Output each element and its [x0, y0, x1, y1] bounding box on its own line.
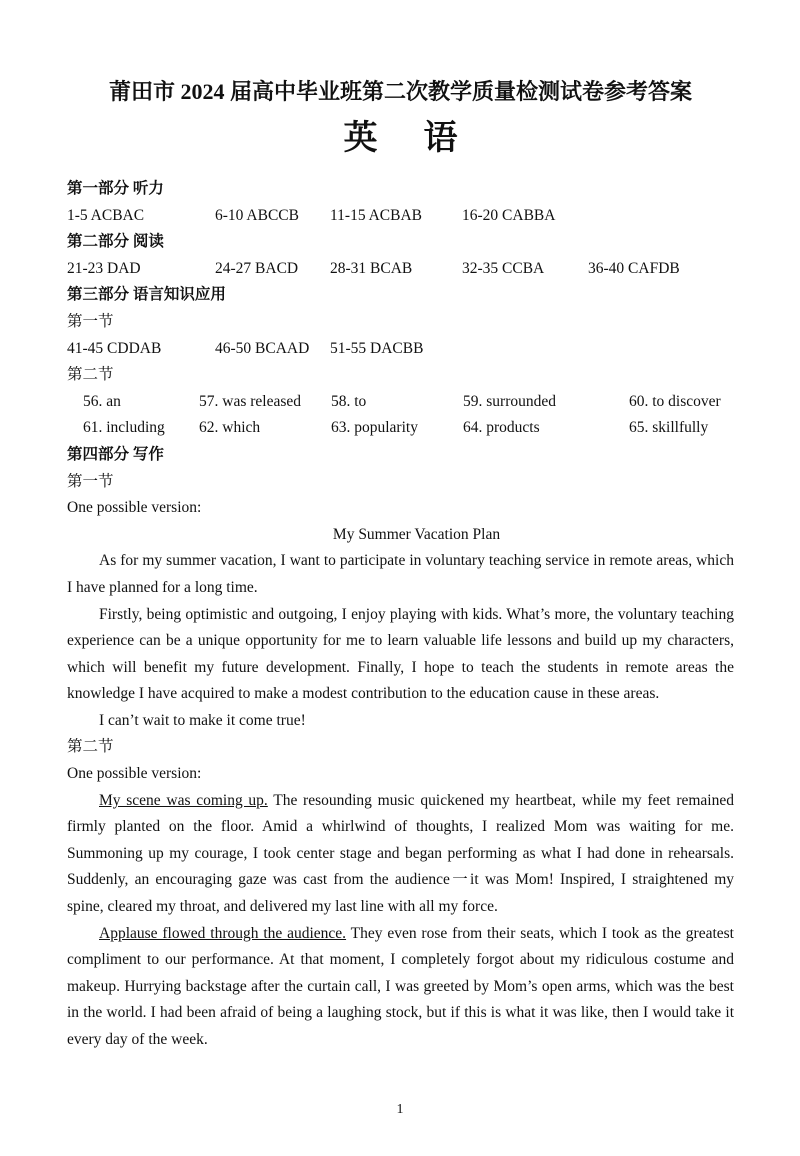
- essay-paragraph: As for my summer vacation, I want to participate in voluntary teaching service in remote areas, which I have planned for a long time.: [67, 552, 734, 596]
- answer-group: 41-45 CDDAB: [67, 339, 162, 357]
- part3-section2-label: 第二节: [67, 366, 114, 384]
- blank-answer: 57. was released: [199, 392, 301, 410]
- answer-group: 28-31 BCAB: [330, 259, 413, 277]
- blank-answers-row-1: [67, 389, 734, 416]
- blank-answer: 63. popularity: [331, 419, 418, 437]
- blank-answer: 61. including: [83, 419, 165, 437]
- answer-group: 51-55 DACBB: [330, 339, 424, 357]
- part1-heading: 第一部分 听力: [67, 180, 164, 197]
- paragraph-body: They even rose from their seats, which I took as the greatest compliment to our performance. At that moment, I completely forgot about my ridiculous costume and makeup. Hurrying backstage after the curtain call, I was greeted by Mom’s open arms, which was the best in the world. I had been afraid of being a laughing stock, but if this is what it was like, then I would take it every day of the week.: [67, 924, 734, 1048]
- part3-section1-label: 第一节: [67, 312, 114, 330]
- blank-answers-row-2: [67, 415, 734, 442]
- answer-group: 46-50 BCAAD: [215, 339, 310, 357]
- continuation-paragraph-2: [67, 921, 734, 1054]
- part4-section2-label: 第二节: [67, 738, 114, 756]
- blank-answer: 59. surrounded: [463, 392, 556, 410]
- part2-answers: [67, 256, 734, 283]
- answer-group: 36-40 CAFDB: [588, 259, 680, 277]
- blank-answer: 65. skillfully: [629, 419, 709, 437]
- part3-section1-answers: [67, 336, 734, 363]
- essay-paragraph: I can’t wait to make it come true!: [99, 711, 306, 729]
- part4-heading: 第四部分 写作: [67, 445, 164, 463]
- blank-answer: 60. to discover: [629, 392, 721, 410]
- underlined-lead-sentence: My scene was coming up.: [99, 791, 268, 809]
- page-number: 1: [396, 1102, 404, 1117]
- blank-answer: 64. products: [463, 419, 540, 437]
- section1-intro: One possible version:: [67, 499, 202, 517]
- section2-intro: One possible version:: [67, 765, 202, 783]
- essay-paragraph: Firstly, being optimistic and outgoing, I enjoy playing with kids. What’s more, the voluntary teaching experience can be a unique opportunity for me to learn valuable life lessons and build up my characters, which will benefit my future development. Finally, I hope to teach the students in remote areas the knowledge I have acquired to make a modest contribution to the education cause in these areas.: [67, 605, 734, 703]
- continuation-paragraph-1: [67, 788, 734, 921]
- underlined-lead-sentence: Applause flowed through the audience.: [99, 924, 347, 942]
- answer-group: 1-5 ACBAC: [67, 206, 145, 224]
- blank-answer: 58. to: [331, 392, 367, 410]
- part1-answers: [67, 203, 734, 230]
- answer-group: 6-10 ABCCB: [215, 206, 299, 224]
- part4-section1-label: 第一节: [67, 472, 114, 490]
- paragraph-body: The resounding music quickened my heartbeat, while my feet remained firmly planted on the floor. Amid a whirlwind of thoughts, I realized Mom was waiting for me. Summoning up my courage, I took center stage and began performing as what I had done in rehearsals. Suddenly, an encouraging gaze was cast from the audience一it was Mom! Inspired, I straightened my spine, cleared my throat, and delivered my last line with all my force.: [67, 791, 734, 916]
- answer-group: 16-20 CABBA: [462, 206, 556, 224]
- part3-heading: 第三部分 语言知识应用: [67, 286, 226, 304]
- document-title: 莆田市 2024 届高中毕业班第二次教学质量检测试卷参考答案: [108, 79, 692, 104]
- answer-group: 11-15 ACBAB: [330, 206, 423, 224]
- answer-group: 24-27 BACD: [215, 259, 299, 277]
- blank-answer: 56. an: [83, 392, 121, 410]
- part2-heading: 第二部分 阅读: [67, 233, 164, 251]
- answer-group: 21-23 DAD: [67, 259, 141, 277]
- subject-title: 英语: [343, 120, 504, 157]
- essay-title: My Summer Vacation Plan: [332, 525, 501, 543]
- blank-answer: 62. which: [199, 419, 261, 437]
- answer-group: 32-35 CCBA: [462, 259, 545, 277]
